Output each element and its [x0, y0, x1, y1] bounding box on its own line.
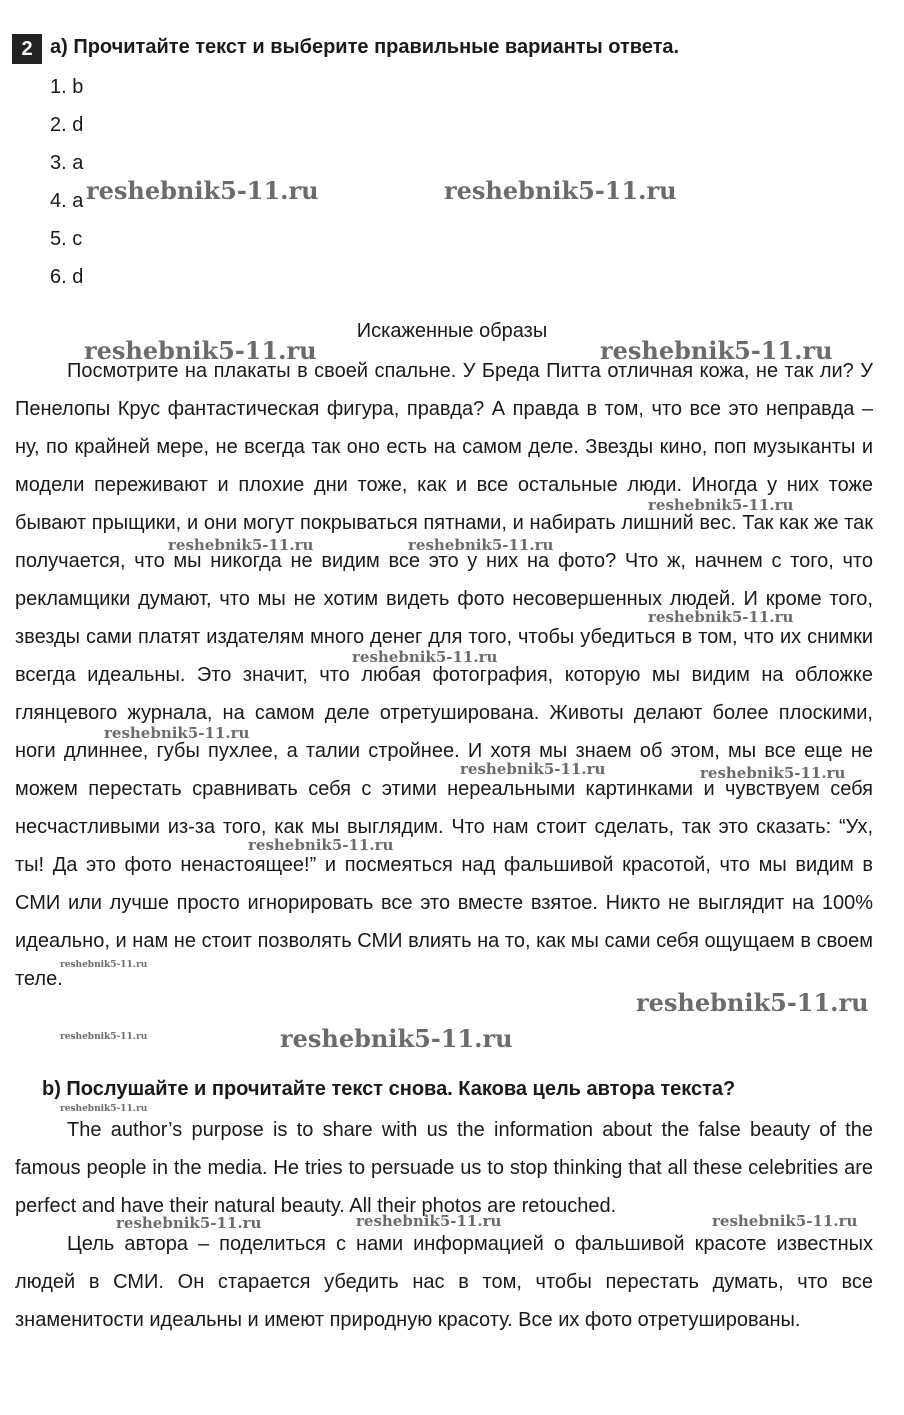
watermark: reshebnik5-11.ru — [444, 176, 677, 205]
watermark: reshebnik5-11.ru — [356, 1212, 502, 1230]
watermark: reshebnik5-11.ru — [248, 836, 394, 854]
watermark: reshebnik5-11.ru — [636, 988, 869, 1017]
watermark: reshebnik5-11.ru — [168, 536, 314, 554]
watermark: reshebnik5-11.ru — [116, 1214, 262, 1232]
watermark: reshebnik5-11.ru — [60, 1104, 148, 1114]
watermark: reshebnik5-11.ru — [460, 760, 606, 778]
watermark: reshebnik5-11.ru — [648, 608, 794, 626]
text-title: Искаженные образы — [356, 320, 548, 342]
answer-item: 3. a — [50, 152, 84, 174]
watermark: reshebnik5-11.ru — [352, 648, 498, 666]
watermark: reshebnik5-11.ru — [600, 336, 833, 365]
watermark: reshebnik5-11.ru — [86, 176, 319, 205]
watermark: reshebnik5-11.ru — [280, 1024, 513, 1053]
task-b-heading: b) Послушайте и прочитайте текст снова. Какова цель автора текста? — [42, 1078, 736, 1100]
watermark: reshebnik5-11.ru — [60, 1032, 148, 1042]
text-body: Посмотрите на плакаты в своей спальне. У Бреда Питта отличная кожа, не так ли? У Пенелопы Крус фантастическая фигура, правда? А правда в том, что все это неправда – ну, по крайней мере, не всегда так оно есть на самом деле. Звезды кино, поп музыканты и модели переживают и плохие дни тоже, как и все остальные люди. Иногда у них тоже бывают прыщики, и они могут покрываться пятнами, и набирать лишний вес. Так как же так получается, что мы никогда не видим все это у них на фото? Что ж, начнем с того, что рекламщики думают, что мы не хотим видеть фото несовершенных людей. И кроме того, звезды сами платят издателям много денег для того, чтобы убедиться в том, что их снимки всегда идеальны. Это значит, что любая фотография, которую мы видим на обложке глянцевого журнала, на самом деле отретуширована. Животы делают более плоскими, ноги длиннее, губы пухлее, а талии стройнее. И хотя мы знаем об этом, мы все еще не можем перестать сравнивать себя с этими нереальными картинками и чувствуем себя несчастливыми из-за того, как мы выглядим. Что нам стоит сделать, так это сказать: “Ух, ты! Да это фото ненастоящее!” и посмеяться над фальшивой красотой, что мы видим в СМИ или лучше просто игнорировать все это вместе взятое. Никто не выглядит на 100% идеально, и нам не стоит позволять СМИ влиять на то, как мы сами себя ощущаем в своем теле. — [15, 360, 873, 990]
answer-item: 2. d — [50, 114, 84, 136]
answer-item: 6. d — [50, 266, 84, 288]
answer-russian: Цель автора – поделиться с нами информацией о фальшивой красоте известных людей в СМИ. Он старается убедить нас в том, чтобы перестать думать, что все знаменитости идеальны и имеют природную красоту. Все их фото отретушированы. — [15, 1233, 873, 1331]
watermark: reshebnik5-11.ru — [648, 496, 794, 514]
watermark: reshebnik5-11.ru — [104, 724, 250, 742]
answer-list — [50, 70, 83, 298]
answer-item: 1. b — [50, 76, 84, 98]
watermark: reshebnik5-11.ru — [700, 764, 846, 782]
answer-english: The author’s purpose is to share with us the information about the false beauty of the famous people in the media. He tries to persuade us to stop thinking that all these celebrities are perfect and have their natural beauty. All their photos are retouched. — [15, 1119, 873, 1217]
answer-item: 5. c — [50, 228, 83, 250]
watermark: reshebnik5-11.ru — [60, 960, 148, 970]
watermark: reshebnik5-11.ru — [712, 1212, 858, 1230]
watermark: reshebnik5-11.ru — [408, 536, 554, 554]
answer-item: 4. a — [50, 190, 84, 212]
watermark: reshebnik5-11.ru — [84, 336, 317, 365]
task-a-heading: a) Прочитайте текст и выберите правильные варианты ответа. — [50, 36, 680, 58]
exercise-number-badge: 2 — [12, 34, 42, 64]
